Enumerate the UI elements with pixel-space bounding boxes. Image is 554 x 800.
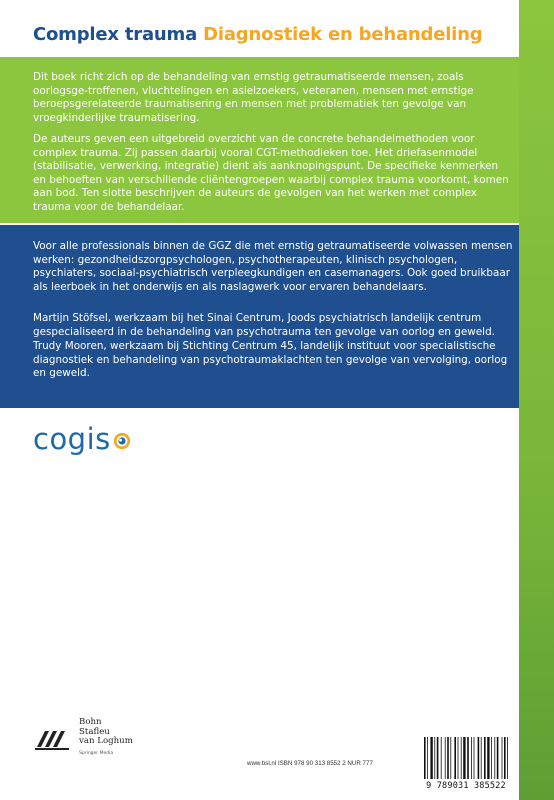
author-stofsel: Martijn Stöfsel, werkzaam bij het Sinai Centrum, Joods psychiatrisch landelijk centrum gespecialiseerd in de behandeling van psychotrauma ten gevolge van oorlog en geweld.: [33, 312, 495, 338]
publisher-sub: Springer Media: [79, 750, 114, 756]
barcode-bar: [454, 737, 456, 779]
publisher-line-2: Stafleu: [79, 726, 110, 737]
barcode-bar: [497, 737, 499, 779]
barcode-bar: [458, 737, 459, 779]
barcode-bar: [437, 737, 439, 779]
barcode-bar: [450, 737, 451, 779]
isbn-info: www.bsl.nl ISBN 978 90 313 8552 2 NUR 777: [247, 760, 373, 767]
publisher-line-1: Bohn: [79, 717, 102, 727]
barcode-bar: [427, 737, 428, 779]
cogis-logo: [33, 422, 131, 456]
cogis-wordmark: cogis: [33, 422, 111, 456]
publisher-line-3: van Loghum: [79, 736, 133, 747]
barcode-bar: [507, 737, 508, 779]
barcode-bar: [463, 737, 465, 779]
barcode-digits: 9 789031 385522: [426, 781, 506, 791]
barcode-bar: [461, 737, 462, 779]
summary-paragraph-1: Dit boek richt zich op de behandeling van ernstig getraumatiseerde mensen, zoals oorlogsge-troffenen, vluchtelingen en asielzoekers, veteranen, mensen met ernstige beroepsgerelateerde traumatisering en mensen met problematiek ten gevolge van vroegkinderlijke traumatisering.: [33, 71, 474, 124]
barcode-bar: [487, 737, 489, 779]
summary-paragraph-2: De auteurs geven een uitgebreid overzicht van de concrete behandelmethoden voor complex trauma. Zij passen daarbij vooral CGT-methodieken toe. Het driefasenmodel (stabilisatie, verwerking, integratie) dient als aanknopingspunt. De specifieke kenmerken en behoeften van verschillende cliëntengroepen waarbij complex trauma voorkomt, komen aan bod. Ten slotte beschrijven de auteurs de gevolgen van het werken met complex trauma voor de behandelaar.: [33, 133, 509, 213]
barcode-bar: [502, 737, 503, 779]
green-spine-strip: [519, 0, 554, 800]
author-mooren: Trudy Mooren, werkzaam bij Stichting Centrum 45, landelijk instituut voor specialistische diagnostiek en behandeling van psychotraumaklachten ten gevolge van vervolging, oorlog en geweld.: [33, 340, 508, 380]
barcode-bar: [471, 737, 472, 779]
barcode-bar: [445, 737, 446, 779]
barcode-bar: [484, 737, 486, 779]
barcode-bar: [504, 737, 506, 779]
barcode-bar: [491, 737, 492, 779]
publisher-logo: [33, 718, 133, 758]
cogis-swirl-icon: [113, 432, 131, 450]
title-main: Complex trauma: [33, 24, 198, 45]
publisher-name: [79, 718, 133, 758]
barcode-bar: [474, 737, 475, 779]
barcode-bar: [441, 737, 442, 779]
bsl-logo-icon: [33, 723, 73, 753]
barcode-bar: [481, 737, 482, 779]
barcode-bar: [424, 737, 426, 779]
barcode-bar: [430, 737, 432, 779]
barcode-bar: [494, 737, 495, 779]
audience-paragraph: Voor alle professionals binnen de GGZ die met ernstig getraumatiseerde volwassen mensen werken: gezondheidszorgpsychologen, psychotherapeuten, klinisch psychologen, psychiaters, sociaal-psychiatrisch verpleegkundigen en casemanagers. Ook goed bruikbaar als leerboek in het onderwijs en als naslagwerk voor ervaren behandelaars.: [33, 240, 513, 293]
barcode-bar: [447, 737, 449, 779]
barcode-bar: [434, 737, 435, 779]
barcode-bar: [478, 737, 480, 779]
title-subtitle: Diagnostiek en behandeling: [203, 24, 483, 45]
book-title: [33, 24, 482, 45]
barcode-bar: [467, 737, 469, 779]
